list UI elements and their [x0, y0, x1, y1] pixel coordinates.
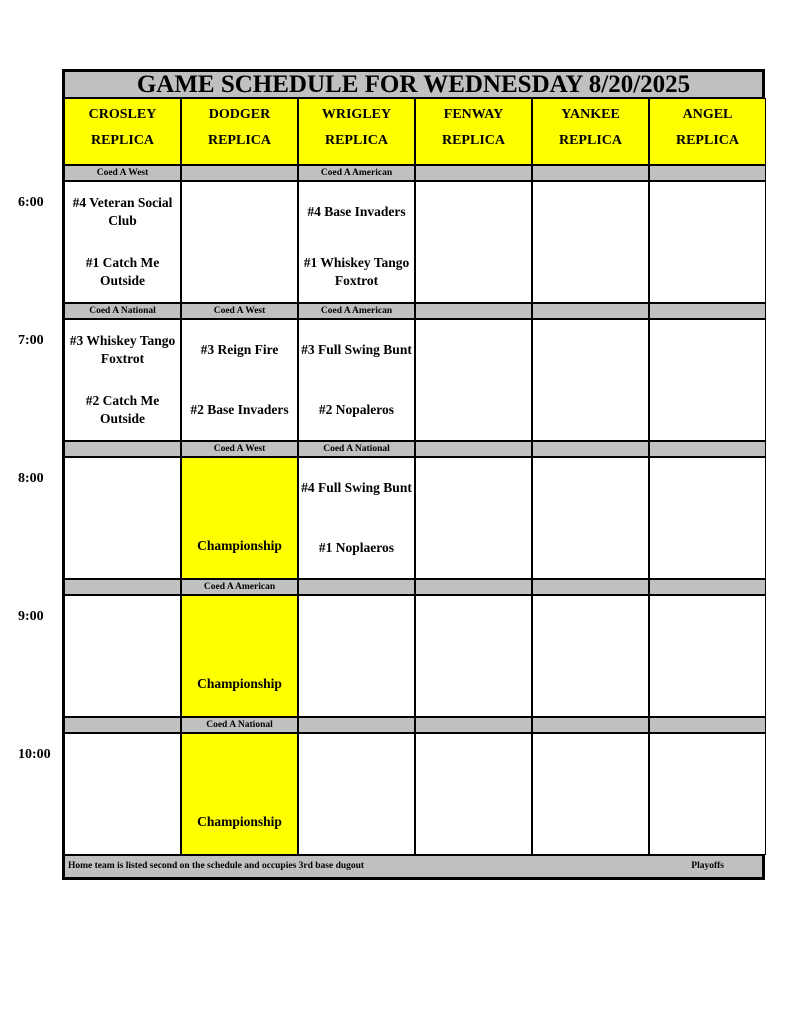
- championship-cell: [181, 457, 298, 579]
- division-label: [532, 717, 649, 733]
- division-label: [415, 165, 532, 181]
- division-label: Coed A American: [298, 165, 415, 181]
- division-label: [532, 441, 649, 457]
- page-title: GAME SCHEDULE FOR WEDNESDAY 8/20/2025: [64, 71, 763, 98]
- division-label: [181, 165, 298, 181]
- game-cell: [298, 319, 415, 441]
- venue-type: REPLICA: [207, 133, 271, 148]
- empty-cell: [64, 733, 181, 855]
- home-team: #2 Nopaleros: [318, 402, 395, 417]
- venue-type: REPLICA: [90, 133, 154, 148]
- away-team: #3 Full Swing Bunt: [301, 342, 412, 357]
- game-cell: [298, 457, 415, 579]
- empty-cell: [415, 733, 532, 855]
- game-cell: [64, 181, 181, 303]
- game-cell: [298, 181, 415, 303]
- away-team: #4 Veteran Social Club: [72, 195, 173, 228]
- empty-cell: [649, 181, 766, 303]
- empty-cell: [415, 319, 532, 441]
- away-team: #4 Base Invaders: [307, 204, 406, 219]
- empty-cell: [415, 595, 532, 717]
- division-label: [649, 579, 766, 595]
- home-team: #2 Base Invaders: [190, 402, 289, 417]
- home-team: #1 Whiskey Tango Foxtrot: [303, 255, 410, 288]
- empty-cell: [64, 595, 181, 717]
- venue-type: REPLICA: [675, 133, 739, 148]
- away-team: #4 Full Swing Bunt: [301, 480, 412, 495]
- venue-header-dodger: [181, 98, 298, 165]
- footer-note: Home team is listed second on the schedule and occupies 3rd base dugout: [68, 861, 365, 871]
- championship-label: Championship: [197, 538, 282, 553]
- championship-cell: [181, 733, 298, 855]
- venue-name: WRIGLEY: [321, 107, 392, 122]
- venue-type: REPLICA: [558, 133, 622, 148]
- venue-header-fenway: [415, 98, 532, 165]
- empty-cell: [298, 733, 415, 855]
- division-label: [64, 441, 181, 457]
- venue-name: ANGEL: [682, 107, 733, 122]
- home-team: #2 Catch Me Outside: [85, 393, 160, 426]
- division-label: [298, 717, 415, 733]
- empty-cell: [64, 457, 181, 579]
- venue-header-yankee: [532, 98, 649, 165]
- division-label: [649, 165, 766, 181]
- division-label: [415, 717, 532, 733]
- empty-cell: [649, 733, 766, 855]
- venue-header-crosley: [64, 98, 181, 165]
- away-team: #3 Reign Fire: [200, 342, 279, 357]
- division-label: Coed A West: [64, 165, 181, 181]
- division-label: [649, 441, 766, 457]
- division-label: [415, 303, 532, 319]
- empty-cell: [532, 319, 649, 441]
- division-label: Coed A American: [298, 303, 415, 319]
- empty-cell: [415, 457, 532, 579]
- schedule-sheet: [62, 69, 765, 880]
- home-team: #1 Catch Me Outside: [85, 255, 160, 288]
- division-label: [415, 441, 532, 457]
- division-label: [64, 717, 181, 733]
- time-label: 7:00: [18, 333, 44, 348]
- division-label: Coed A West: [181, 303, 298, 319]
- division-label: Coed A National: [298, 441, 415, 457]
- division-label: [649, 717, 766, 733]
- championship-label: Championship: [197, 676, 282, 691]
- venue-name: CROSLEY: [88, 107, 157, 122]
- empty-cell: [532, 595, 649, 717]
- venue-name: DODGER: [208, 107, 271, 122]
- time-label: 8:00: [18, 471, 44, 486]
- championship-label: Championship: [197, 814, 282, 829]
- division-label: [64, 579, 181, 595]
- game-cell: [181, 319, 298, 441]
- division-label: Coed A West: [181, 441, 298, 457]
- empty-cell: [532, 457, 649, 579]
- away-team: #3 Whiskey Tango Foxtrot: [69, 333, 176, 366]
- game-cell: [64, 319, 181, 441]
- empty-cell: [649, 319, 766, 441]
- venue-type: REPLICA: [324, 133, 388, 148]
- footer-tag: Playoffs: [691, 861, 724, 871]
- championship-cell: [181, 595, 298, 717]
- division-label: Coed A National: [181, 717, 298, 733]
- time-label: 6:00: [18, 195, 44, 210]
- venue-header-angel: [649, 98, 766, 165]
- schedule-footer: [64, 855, 763, 878]
- empty-cell: [298, 595, 415, 717]
- venue-header-wrigley: [298, 98, 415, 165]
- division-label: [532, 165, 649, 181]
- division-label: [415, 579, 532, 595]
- division-label: [532, 303, 649, 319]
- empty-cell: [532, 181, 649, 303]
- venue-type: REPLICA: [441, 133, 505, 148]
- division-label: Coed A American: [181, 579, 298, 595]
- home-team: #1 Noplaeros: [318, 540, 395, 555]
- empty-cell: [415, 181, 532, 303]
- division-label: [649, 303, 766, 319]
- time-label: 9:00: [18, 609, 44, 624]
- division-label: Coed A National: [64, 303, 181, 319]
- empty-cell: [532, 733, 649, 855]
- empty-cell: [649, 595, 766, 717]
- venue-name: YANKEE: [561, 107, 620, 122]
- division-label: [532, 579, 649, 595]
- empty-cell: [181, 181, 298, 303]
- time-label: 10:00: [18, 747, 51, 762]
- division-label: [298, 579, 415, 595]
- venue-name: FENWAY: [443, 107, 504, 122]
- empty-cell: [649, 457, 766, 579]
